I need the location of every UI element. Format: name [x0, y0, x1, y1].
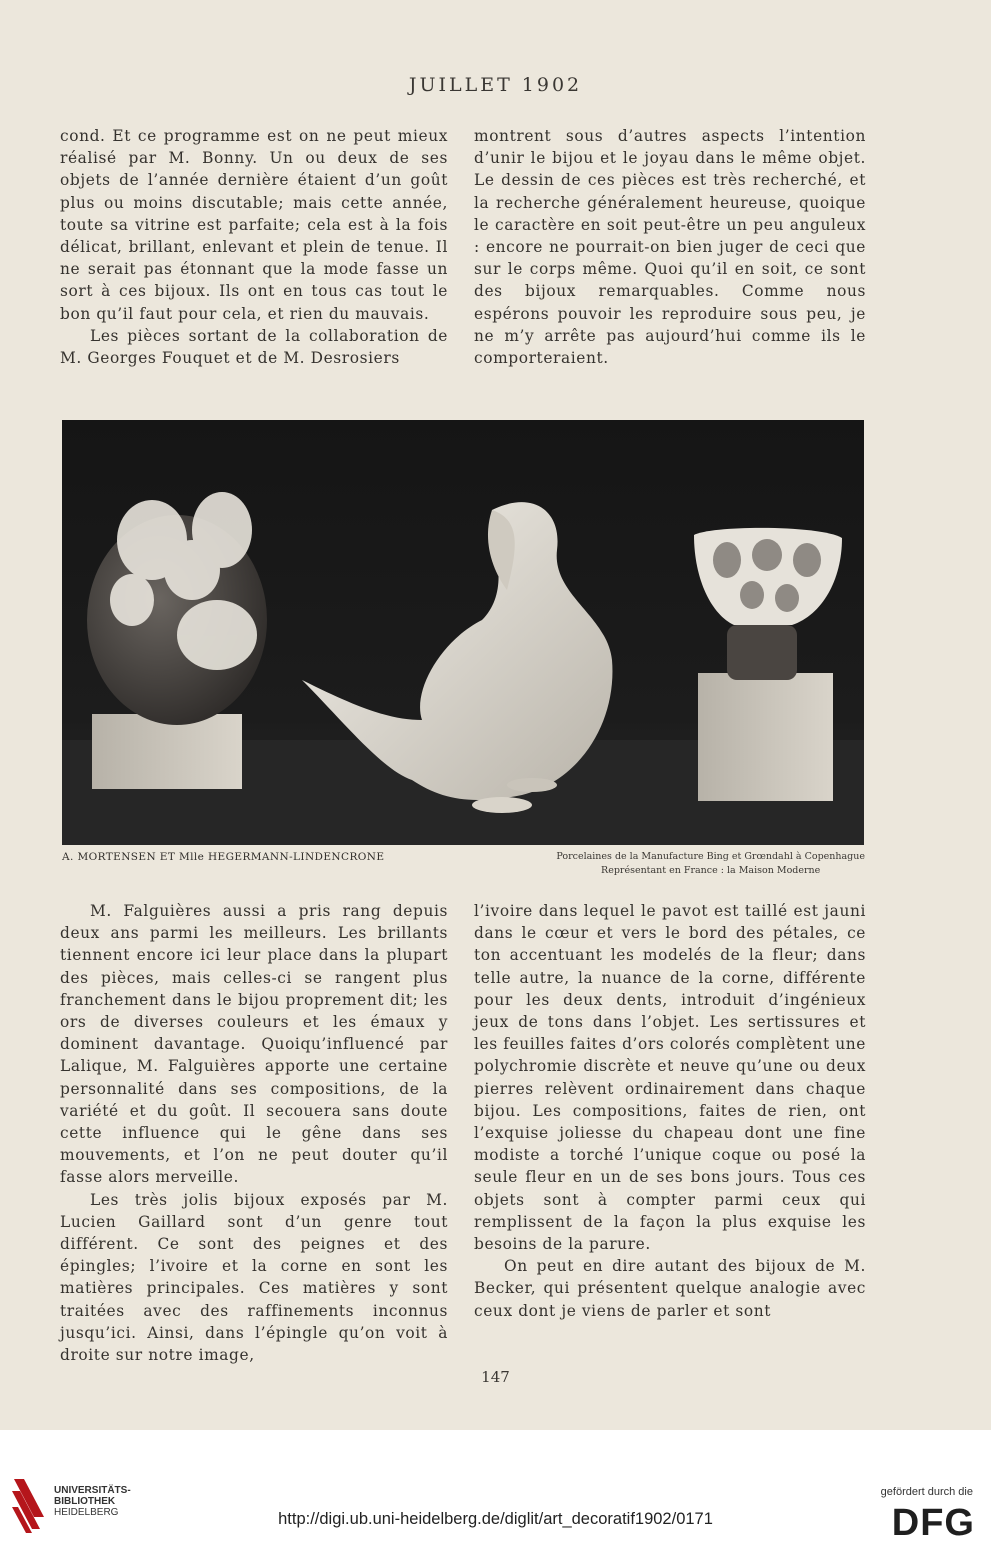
- column-left-top: [60, 125, 448, 369]
- paragraph: Les pièces sortant de la collaboration de M. Georges Fouquet et de M. Desrosiers: [60, 326, 448, 368]
- dfg-logo: DFG: [891, 1502, 975, 1544]
- right-pedestal: [698, 673, 833, 801]
- running-head: JUILLET 1902: [408, 74, 583, 96]
- column-right-bottom: [474, 900, 866, 1322]
- funder-note: gefördert durch die: [880, 1486, 973, 1498]
- library-line: UNIVERSITÄTS-: [54, 1485, 131, 1496]
- left-pedestal: [92, 714, 242, 789]
- caption-line: Représentant en France : la Maison Moderne: [601, 865, 821, 876]
- porcelain-photograph: [62, 420, 864, 845]
- plate-caption-artist: A. MORTENSEN ET Mlle HEGERMANN-LINDENCRONE: [62, 851, 385, 863]
- photo-plate: [62, 420, 864, 845]
- column-right-top: [474, 125, 866, 369]
- paragraph: l’ivoire dans lequel le pavot est taillé est jauni dans le cœur et vers le bord des pétales, ce ton accentuant les modelés de la fleur; dans telle autre, la nuance de la corne, différente pour les deux dents, introduit d’ingénieux jeux de tons dans l’objet. Les sertissures et les feuilles faites d’ors colorés complètent une polychromie discrète et neuve qu’une ou deux pierres relèvent ordinairement dans chaque bijou. Les compositions, faites de rien, ont l’exquise joliesse du chapeau dont une fine modiste a torché l’unique coque ou posé la seule fleur en un de ses bons jours. Tous ces objets sont à compter parmi ceux qui remplissent de la façon la plus exquise les besoins de la parure.: [474, 902, 866, 1254]
- right-vase-base: [727, 625, 797, 680]
- library-line: BIBLIOTHEK: [54, 1496, 116, 1507]
- paragraph: Les très jolis bijoux exposés par M. Lucien Gaillard sont d’un genre tout différent. Ce sont des peignes et des épingles; l’ivoire et la corne en sont les matières principales. Ces matières y sont traitées avec des raffinements inconnus jusqu’ici. Ainsi, dans l’épingle qu’on voit à droite sur notre image,: [60, 1190, 448, 1365]
- digitization-footer: [0, 1430, 991, 1547]
- page-number: 147: [481, 1368, 510, 1386]
- paragraph: M. Falguières aussi a pris rang depuis deux ans parmi les meilleurs. Les brillants tiennent encore ici leur place dans la plupart des pièces, mais celles-ci se rangent plus franchement dans le bijou proprement dit; les ors de diverses couleurs et les émaux y dominent davantage. Quoiqu’influencé par Lalique, M. Falguières apporte une certaine personnalité dans ses compositions, de la variété et du goût. Il secouera sans doute cette influence qui le gêne dans ses mouvements, et l’on ne peut douter qu’il fasse alors merveille.: [60, 902, 448, 1187]
- paragraph: montrent sous d’autres aspects l’intention d’unir le bijou et le joyau dans le même objet. Le dessin de ces pièces est très recherché, et la recherche généralement heureuse, quoique le caractère en soit peut-être un peu anguleux : encore ne pourrait-on bien juger de ceci que sur le corps même. Quoi qu’il en soit, ce sont des bijoux remarquables. Comme nous espérons pouvoir les reproduire sous peu, je ne m’y arrête pas aujourd’hui comme ils le comporteraient.: [474, 127, 866, 368]
- permalink[interactable]: http://digi.ub.uni-heidelberg.de/diglit/art_decoratif1902/0171: [278, 1510, 713, 1528]
- plate-caption-manufacture: [556, 850, 865, 878]
- column-left-bottom: [60, 900, 448, 1366]
- paragraph: On peut en dire autant des bijoux de M. Becker, qui présentent quelque analogie avec ceux dont je viens de parler et sont: [474, 1257, 866, 1320]
- paragraph: cond. Et ce programme est on ne peut mieux réalisé par M. Bonny. Un ou deux de ses objets de l’année dernière étaient d’un goût plus ou moins discutable; mais cette année, toute sa vitrine est parfaite; cela est à la fois délicat, brillant, enlevant et plein de tenue. Il ne serait pas étonnant que la mode fasse un sort à ces bijoux. Ils ont en tous cas tout le bon qu’il faut pour cela, et rien du mauvais.: [60, 127, 448, 323]
- caption-line: Porcelaines de la Manufacture Bing et Grœndahl à Copenhague: [556, 851, 865, 862]
- library-line: HEIDELBERG: [54, 1507, 119, 1518]
